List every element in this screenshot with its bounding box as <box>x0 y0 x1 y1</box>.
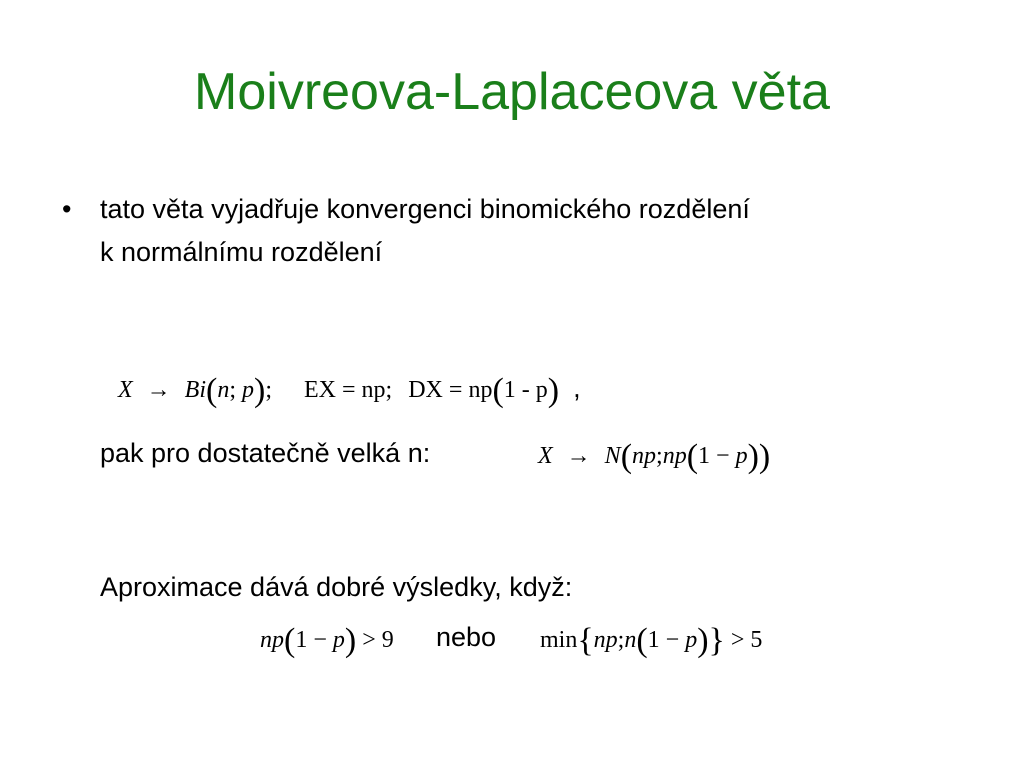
bullet-line-1: tato věta vyjadřuje konvergenci binomického rozdělení <box>100 194 750 224</box>
var-x: X <box>118 377 133 403</box>
equals: = <box>442 377 469 403</box>
paren-close: ) <box>758 438 771 475</box>
var-n-normal: N <box>604 443 621 469</box>
semicolon: ; <box>617 627 625 653</box>
paren-open: ( <box>636 622 648 659</box>
dx-label: DX <box>408 377 443 403</box>
np-expr: np; <box>361 377 393 403</box>
var-p: p <box>332 627 345 653</box>
one-minus: 1 − <box>647 627 686 653</box>
arrow-symbol: → <box>566 443 591 469</box>
formula-normal <box>538 438 770 476</box>
pak-text: pak pro dostatečně velká n: <box>100 438 431 468</box>
greater-than-5: > 5 <box>724 627 763 653</box>
one-minus: 1 − <box>698 443 736 469</box>
brace-open: { <box>577 622 594 659</box>
var-np: np <box>593 627 618 653</box>
equals: = <box>336 377 362 403</box>
var-p: p <box>735 443 748 469</box>
paren-open: ( <box>492 372 504 409</box>
paren-close: ) <box>254 372 266 409</box>
paren-close: ) <box>344 622 357 659</box>
var-p: p <box>685 627 698 653</box>
formula-condition-2 <box>540 622 762 660</box>
nebo-text: nebo <box>436 622 497 652</box>
paren-open: ( <box>206 372 218 409</box>
semicolon: ; <box>229 377 242 403</box>
var-n: n <box>217 377 230 403</box>
one-minus-p: 1 - p <box>503 377 548 403</box>
semicolon: ; <box>265 377 272 403</box>
min-func: min <box>540 627 578 653</box>
np-expr: np <box>468 377 493 403</box>
greater-than-9: > 9 <box>356 627 394 653</box>
var-p: p <box>242 377 254 403</box>
slide-title: Moivreova-Laplaceova věta <box>194 63 830 121</box>
formula-binomial <box>118 372 581 410</box>
var-np: np <box>260 627 284 653</box>
paren-close: ) <box>697 622 709 659</box>
var-x: X <box>538 443 553 469</box>
paren-open: ( <box>620 438 633 475</box>
semicolon: ; <box>656 443 663 469</box>
paren-open: ( <box>284 622 296 659</box>
bullet-line-2: k normálnímu rozdělení <box>100 237 383 268</box>
ex-label: EX <box>304 377 336 403</box>
arrow-symbol: → <box>146 377 171 403</box>
comma: , <box>573 373 581 403</box>
paren-open: ( <box>686 438 699 475</box>
paren-close: ) <box>547 372 560 409</box>
var-np: np <box>632 443 657 469</box>
bullet-text <box>100 188 980 274</box>
aprox-text: Aproximace dává dobré výsledky, když: <box>100 572 573 602</box>
paren-close: ) <box>747 438 759 475</box>
var-np: np <box>662 443 687 469</box>
formula-condition-1 <box>260 622 394 660</box>
var-n: n <box>624 627 637 653</box>
bullet-dot: • <box>62 194 72 224</box>
var-bi: Bi <box>184 377 206 403</box>
brace-close: } <box>708 622 725 659</box>
one-minus: 1 − <box>295 627 333 653</box>
